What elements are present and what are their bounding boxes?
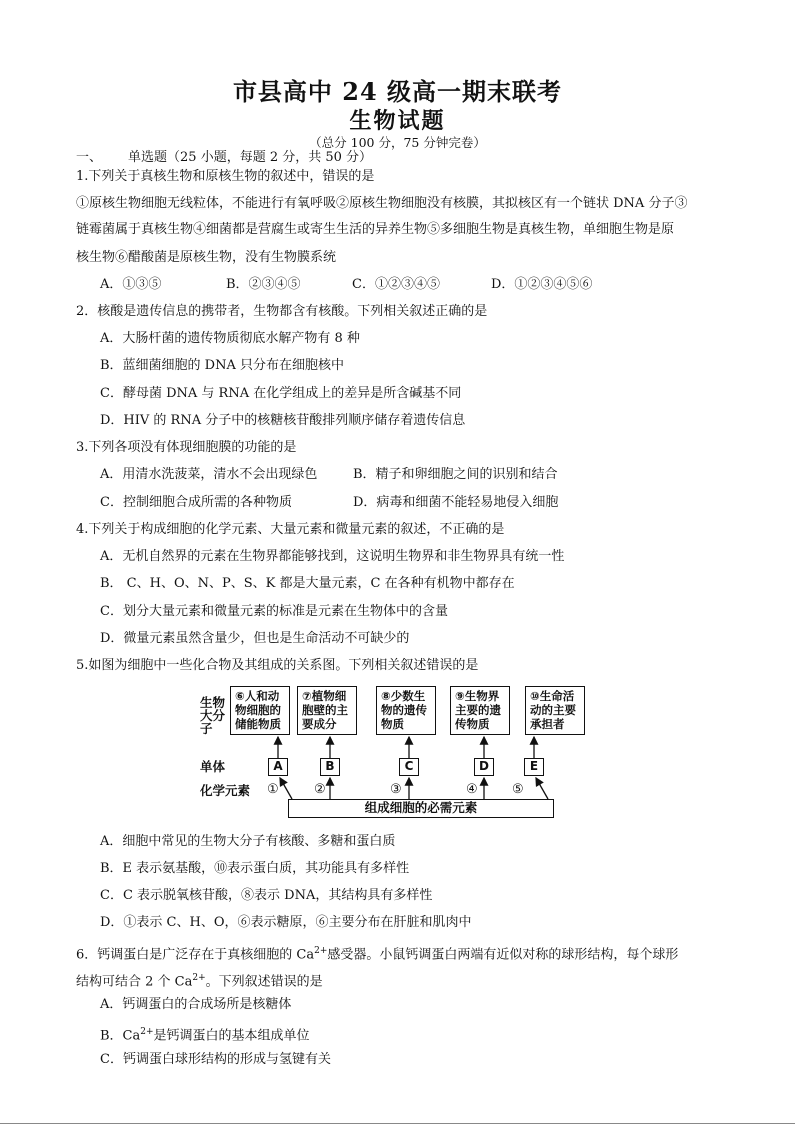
circled-number-3: ③ — [390, 782, 402, 797]
section-number: 一、 — [76, 150, 103, 165]
q4-option-b: B． C、H、O、N、P、S、K 都是大量元素，C 在各种有机物中都存在 — [100, 576, 515, 591]
q6-option-a: A．钙调蛋白的合成场所是核糖体 — [100, 997, 292, 1012]
molecule-text: 承担者 — [530, 717, 565, 731]
q5-stem: 5.如图为细胞中一些化合物及其组成的关系图。下列相关叙述错误的是 — [76, 658, 479, 673]
q2-option-d: D．HIV 的 RNA 分子中的核糖核苷酸排列顺序储存着遗传信息 — [100, 413, 466, 428]
exam-subject: 生物试题 — [349, 108, 446, 134]
q5-option-c: C．C 表示脱氧核苷酸，⑧表示 DNA，其结构具有多样性 — [100, 888, 433, 903]
q3-options-row1 — [100, 467, 558, 483]
q4-option-c: C．划分大量元素和微量元素的标准是元素在生物体中的含量 — [100, 604, 448, 619]
q1-options — [100, 277, 592, 293]
unit-box-a: A — [268, 758, 288, 776]
arrow-elements-to-e — [536, 778, 548, 799]
circled-number-2: ② — [314, 782, 326, 797]
q6-stem-text: 结构可结合 2 个 Ca — [76, 974, 193, 990]
section-heading — [76, 150, 372, 166]
macro-label-line: 大分 — [200, 708, 226, 723]
diagram-label-element: 化学元素 — [200, 783, 251, 798]
q6-option-b-text: 是钙调蛋白的基本组成单位 — [153, 1028, 310, 1044]
q2-stem: 2．核酸是遗传信息的携带者，生物都含有核酸。下列相关叙述正确的是 — [76, 304, 488, 319]
q1-body-line2: 链霉菌属于真核生物④细菌都是营腐生或寄生生活的异养生物⑤多细胞生物是真核生物，单细胞生物是原 — [76, 222, 675, 237]
q5-option-b: B．E 表示氨基酸，⑩表示蛋白质，其功能具有多样性 — [100, 861, 410, 876]
q3-option-c: C．控制细胞合成所需的各种物质 — [100, 495, 292, 510]
unit-box-e: E — [524, 758, 544, 776]
circled-number-4: ④ — [466, 782, 478, 797]
q3-option-a: A．用清水洗菠菜，清水不会出现绿色 — [100, 467, 318, 482]
q2-option-b: B．蓝细菌细胞的 DNA 只分布在细胞核中 — [100, 358, 345, 373]
molecule-text: 动的主要 — [530, 703, 576, 717]
q6-option-c: C．钙调蛋白球形结构的形成与氢键有关 — [100, 1052, 331, 1067]
diagram-label-monomer: 单体 — [200, 759, 226, 774]
circled-number-5: ⑤ — [512, 782, 524, 797]
unit-box-c: C — [399, 758, 419, 776]
exam-title: 市县高中 24 级高一期末联考 — [232, 77, 563, 106]
q5-option-d: D．①表示 C、H、O，⑥表示糖原，⑥主要分布在肝脏和肌肉中 — [100, 915, 472, 930]
q1-body-line1: ①原核生物细胞无线粒体，不能进行有氧呼吸②原核生物细胞没有核膜，其拟核区有一个链状 DNA 分子③ — [76, 196, 688, 211]
q6-stem-text: 感受器。小鼠钙调蛋白两端有近似对称的球形结构，每个球形 — [327, 947, 679, 963]
arrow-elements-to-a — [280, 778, 292, 799]
molecule-text: ⑩生命活 — [530, 689, 575, 703]
q1-option-a: A．①③⑤ — [100, 277, 162, 292]
q4-option-a: A．无机自然界的元素在生物界都能够找到，这说明生物界和非生物界具有统一性 — [100, 549, 565, 564]
essential-elements-box: 组成细胞的必需元素 — [288, 799, 554, 818]
q1-stem: 1.下列关于真核生物和原核生物的叙述中，错误的是 — [76, 169, 375, 184]
q6-stem-text: 。下列叙述错误的是 — [205, 974, 323, 990]
molecule-text: 物的遗传 — [381, 703, 427, 717]
molecule-text: ⑨生物界 — [455, 689, 500, 703]
q4-option-d: D．微量元素虽然含量少，但也是生命活动不可缺少的 — [100, 631, 410, 646]
q6-stem-superscript: 2+ — [314, 946, 328, 956]
molecule-text: ⑦植物细 — [302, 689, 347, 703]
molecule-text: ⑧少数生 — [381, 689, 426, 703]
molecule-text: 要成分 — [302, 717, 337, 731]
q6-stem-line2 — [76, 970, 323, 990]
molecule-text: 物细胞的 — [235, 703, 281, 717]
molecule-text: ⑥人和动 — [235, 689, 280, 703]
q3-option-d: D．病毒和细菌不能轻易地侵入细胞 — [353, 495, 559, 510]
q5-option-a: A．细胞中常见的生物大分子有核酸、多糖和蛋白质 — [100, 834, 396, 849]
q3-option-b: B．精子和卵细胞之间的识别和结合 — [353, 467, 558, 482]
section-label: 单选题（25 小题，每题 2 分，共 50 分） — [128, 150, 373, 165]
unit-box-b: B — [320, 758, 340, 776]
q6-stem-text: 6．钙调蛋白是广泛存在于真核细胞的 Ca — [76, 947, 315, 963]
q1-option-b: B．②③④⑤ — [226, 277, 301, 292]
molecule-text: 胞壁的主 — [302, 703, 348, 717]
q6-option-b — [100, 1024, 310, 1044]
macro-label-line: 生物 — [200, 695, 226, 710]
q2-option-c: C．酵母菌 DNA 与 RNA 在化学组成上的差异是所含碱基不同 — [100, 386, 462, 401]
compound-diagram — [196, 682, 600, 822]
exam-info: （总分 100 分，75 分钟完卷） — [309, 135, 486, 150]
molecule-text: 主要的遗 — [455, 703, 501, 717]
q3-options-row2 — [100, 495, 558, 511]
q1-option-c: C．①②③④⑤ — [352, 277, 440, 292]
q4-stem: 4.下列关于构成细胞的化学元素、大量元素和微量元素的叙述，不正确的是 — [76, 522, 505, 537]
q3-stem: 3.下列各项没有体现细胞膜的功能的是 — [76, 440, 297, 455]
q6-option-b-text: B．Ca — [100, 1028, 141, 1044]
q6-stem-superscript: 2+ — [192, 973, 206, 983]
macro-label-line: 子 — [200, 721, 213, 736]
molecule-text: 传物质 — [455, 717, 490, 731]
unit-box-d: D — [474, 758, 494, 776]
molecule-text: 物质 — [381, 717, 404, 731]
q1-option-d: D．①②③④⑤⑥ — [491, 277, 593, 292]
diagram-arrows — [196, 682, 600, 822]
q6-option-b-superscript: 2+ — [140, 1027, 154, 1037]
page-bottom-rule — [0, 1123, 795, 1124]
q6-stem-line1 — [76, 943, 678, 963]
q1-body-line3: 核生物⑥醋酸菌是原核生物，没有生物膜系统 — [76, 250, 337, 265]
circled-number-1: ① — [267, 782, 279, 797]
q2-option-a: A．大肠杆菌的遗传物质彻底水解产物有 8 种 — [100, 331, 360, 346]
molecule-text: 储能物质 — [235, 717, 281, 731]
